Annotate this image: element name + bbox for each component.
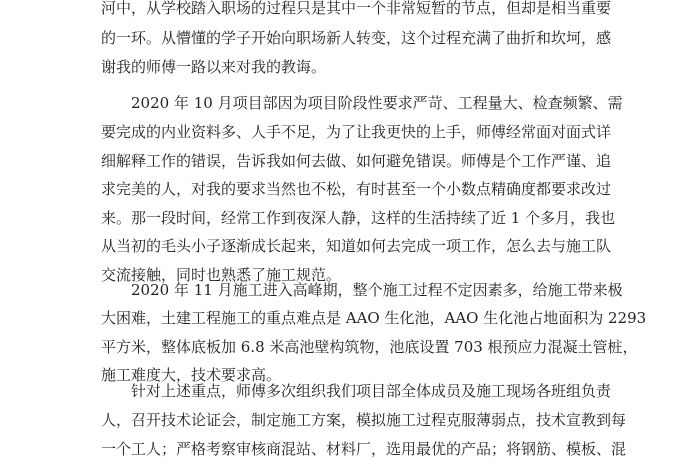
text-line: 2020 年 11 月施工进入高峰期，整个施工过程不定因素多，给施工带来极: [131, 281, 623, 299]
text-line: 从当初的毛头小子逐渐成长起来，知道如何去完成一项工作，怎么去与施工队: [101, 237, 612, 255]
text-line: 细解释工作的错误，告诉我如何去做、如何避免错误。师傅是个工作严谨、追: [101, 152, 612, 170]
text-line: 要完成的内业资料多、人手不足，为了让我更快的上手，师傅经常面对面式详: [101, 123, 612, 141]
text-line: 针对上述重点，师傅多次组织我们项目部全体成员及施工现场各班组负责: [131, 382, 612, 400]
text-line: 平方米，整体底板加 6.8 米高池壁构筑物，池底设置 703 根预应力混凝土管桩，: [101, 338, 638, 356]
text-line: 的一环。从懵懂的学子开始向职场新人转变，这个过程充满了曲折和坎坷，感: [101, 29, 612, 47]
text-line: 人，召开技术论证会，制定施工方案，模拟施工过程克服薄弱点，技术宣教到每: [101, 411, 627, 429]
text-line: 来。那一段时间，经常工作到夜深人静，这样的生活持续了近 1 个多月，我也: [101, 209, 616, 227]
text-line: 2020 年 10 月项目部因为项目阶段性要求严苛、工程量大、检查频繁、需: [131, 94, 623, 112]
text-line: 谢我的师傅一路以来对我的教诲。: [101, 58, 327, 76]
text-line: 施工难度大，技术要求高。: [101, 366, 282, 384]
text-line: 大困难，土建工程施工的重点难点是 AAO 生化池，AAO 生化池占地面积为 2293: [101, 309, 647, 327]
text-line: 求完美的人，对我的要求当然也不松，有时甚至一个小数点精确度都要求改过: [101, 180, 612, 198]
text-line: 河中，从学校踏入职场的过程只是其中一个非常短暂的节点，但却是相当重要: [101, 0, 612, 17]
text-line: 一个工人；严格考察审核商混站、材料厂，选用最优的产品；将钢筋、模板、混: [101, 440, 627, 458]
text-line: 交流接触，同时也熟悉了施工规范。: [101, 266, 342, 284]
